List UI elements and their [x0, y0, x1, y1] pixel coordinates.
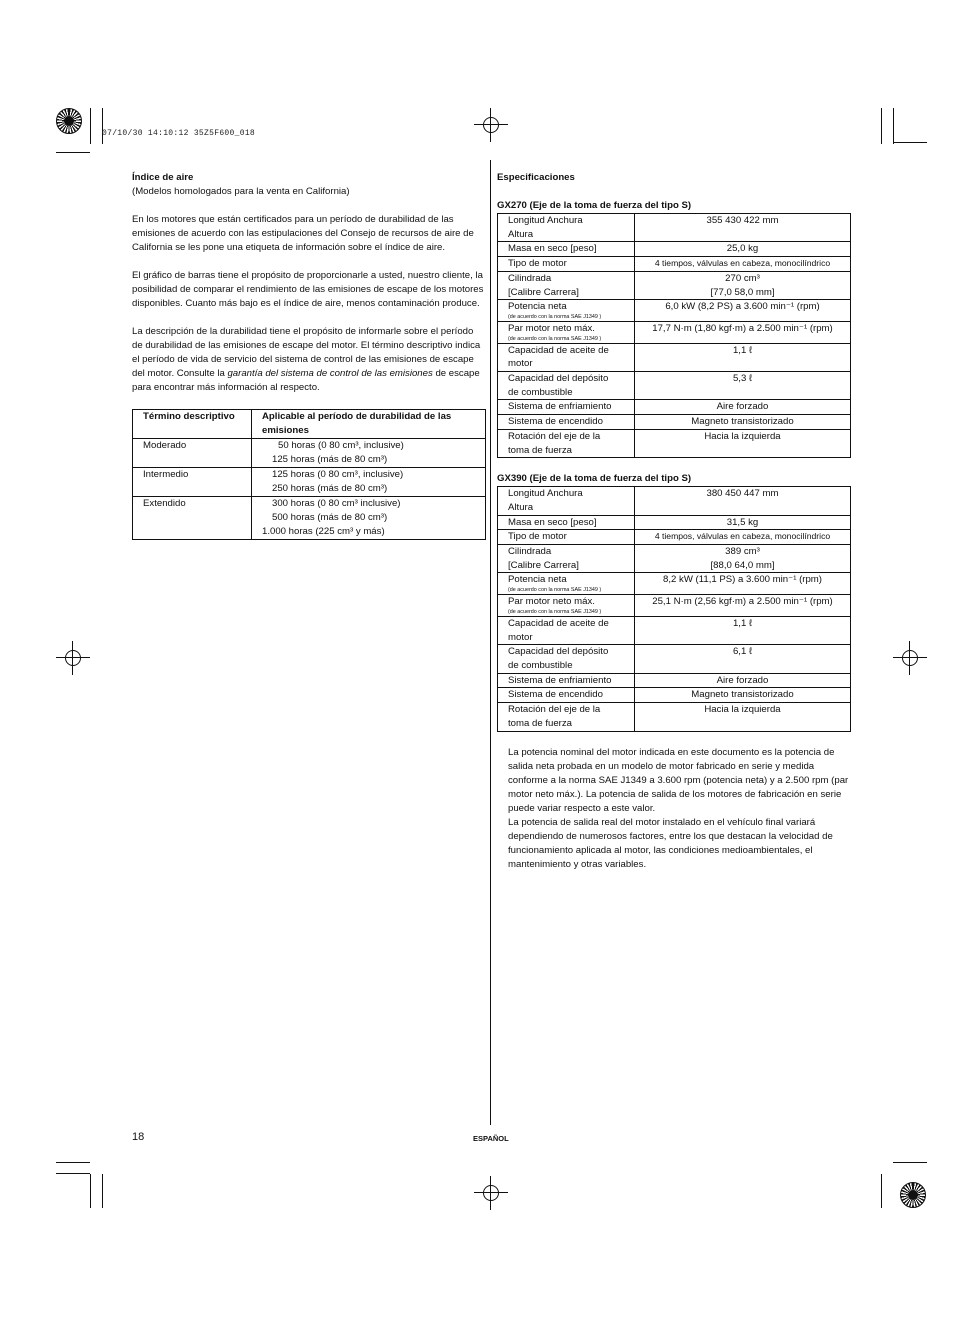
spec-row-oil-capacity: Capacidad de aceite de motor 1,1 ℓ: [498, 616, 851, 644]
crop-mark: [56, 1162, 90, 1163]
column-divider: [490, 160, 491, 1125]
gx270-title: GX270 (Eje de la toma de fuerza del tipo S): [497, 200, 692, 211]
spec-row-cooling: Sistema de enfriamiento Aire forzado: [498, 673, 851, 688]
crop-mark: [90, 108, 91, 144]
gx270-spec-table: [497, 213, 851, 458]
registration-target-bottom-right: [900, 1182, 926, 1208]
spec-row-dimensions: Longitud Anchura Altura 355 430 422 mm: [498, 214, 851, 242]
gx390-spec-table: [497, 486, 851, 731]
right-column: [497, 171, 851, 872]
crosshair-mark-top: [474, 108, 508, 142]
term-cell: Extendido: [133, 497, 252, 540]
spec-row-fuel-capacity: Capacidad del depósito de combustible 6,1 ℓ: [498, 645, 851, 673]
spec-row-engine-type: Tipo de motor 4 tiempos, válvulas en cabeza, monocilíndrico: [498, 530, 851, 545]
header-period: Aplicable al período de durabilidad de las emisiones: [252, 410, 486, 439]
crop-mark: [56, 152, 90, 153]
crop-mark: [893, 108, 894, 144]
section-subtitle: (Modelos homologados para la venta en California): [132, 186, 350, 197]
durability-table: [132, 409, 486, 540]
spec-row-rotation: Rotación del eje de la toma de fuerza Hacia la izquierda: [498, 703, 851, 731]
period-cell: 300 horas (0 80 cm³ inclusive) 500 horas (más de 80 cm³) 1.000 horas (225 cm³ y más): [252, 497, 486, 540]
table-row: [133, 468, 486, 497]
crop-mark: [56, 1173, 90, 1174]
left-column: [132, 171, 484, 540]
period-cell: 50 horas (0 80 cm³, inclusive) 125 horas (más de 80 cm³): [252, 439, 486, 468]
crop-mark: [881, 1174, 882, 1208]
crop-mark: [102, 1174, 103, 1208]
spec-row-dimensions: Longitud Anchura Altura 380 450 447 mm: [498, 487, 851, 515]
paragraph: En los motores que están certificados para un período de durabilidad de las emisiones de acuerdo con las estipulaciones del Consejo de recursos de aire de California se les pone una etiqueta de información sobre el índice de aire.: [132, 214, 474, 253]
spec-row-mass: Masa en seco [peso] 25,0 kg: [498, 242, 851, 257]
spec-row-net-power: Potencia neta (de acuerdo con la norma SAE J1349 ) 8,2 kW (11,1 PS) a 3.600 min⁻¹ (rpm): [498, 573, 851, 595]
period-cell: 125 horas (0 80 cm³, inclusive) 250 horas (más de 80 cm³): [252, 468, 486, 497]
crosshair-mark-left: [56, 641, 90, 675]
term-cell: Moderado: [133, 439, 252, 468]
warranty-reference: garantía del sistema de control de las emisiones: [227, 368, 433, 379]
spec-row-fuel-capacity: Capacidad del depósito de combustible 5,3 ℓ: [498, 372, 851, 400]
spec-row-displacement: Cilindrada [Calibre Carrera] 389 cm³ [88,0 64,0 mm]: [498, 545, 851, 573]
power-note-paragraph: La potencia nominal del motor indicada en este documento es la potencia de salida neta probada en un modelo de motor fabricado en serie y medida conforme a la norma SAE J1349 a 3.600 rpm (potencia neta) y a 2.500 rpm (par motor neto máx.). La potencia de salida de los motores de fabricación en serie puede variar respecto a este valor.: [508, 746, 849, 814]
language-label: ESPAÑOL: [473, 1134, 509, 1143]
crosshair-mark-right: [893, 641, 927, 675]
paragraph: La descripción de la durabilidad tiene el propósito de informarle sobre el período de durabilidad de las emisiones de escape del motor. El término descriptivo indica el período de vida de servicio del sistema de control de las emisiones de escape del motor. Consulte la garantía del sistema de control de las emisiones de escape para encontrar más información al respecto.: [132, 326, 481, 393]
power-note-paragraph: La potencia de salida real del motor instalado en el vehículo final variará dependiendo de numerosos factores, entre los que destacan la velocidad de funcionamiento aplicada al motor, las condiciones medioambientales, el mantenimiento y otras variables.: [508, 816, 833, 870]
spec-row-oil-capacity: Capacidad de aceite de motor 1,1 ℓ: [498, 343, 851, 371]
print-stamp: 07/10/30 14:10:12 35Z5F600_018: [102, 129, 256, 138]
table-header-row: [133, 410, 486, 439]
spec-row-torque: Par motor neto máx. (de acuerdo con la norma SAE J1349 ) 25,1 N·m (2,56 kgf·m) a 2.500 min⁻¹ (rpm): [498, 595, 851, 617]
spec-row-displacement: Cilindrada [Calibre Carrera] 270 cm³ [77,0 58,0 mm]: [498, 271, 851, 299]
spec-row-net-power: Potencia neta (de acuerdo con la norma SAE J1349 ) 6,0 kW (8,2 PS) a 3.600 min⁻¹ (rpm): [498, 300, 851, 322]
registration-target-top-left: [56, 108, 82, 134]
table-row: [133, 439, 486, 468]
section-title: Índice de aire: [132, 172, 194, 183]
crop-mark: [881, 108, 882, 144]
term-cell: Intermedio: [133, 468, 252, 497]
paragraph: El gráfico de barras tiene el propósito de proporcionarle a usted, nuestro cliente, la posibilidad de comparar el rendimiento de las emisiones de escape de los motores disponibles. Cuanto más bajo es el índice de aire, menos contaminación produce.: [132, 270, 484, 309]
gx390-title: GX390 (Eje de la toma de fuerza del tipo S): [497, 473, 692, 485]
table-row: [133, 497, 486, 540]
spec-row-torque: Par motor neto máx. (de acuerdo con la norma SAE J1349 ) 17,7 N·m (1,80 kgf·m) a 2.500 min⁻¹ (rpm): [498, 321, 851, 343]
page-number: 18: [132, 1131, 145, 1143]
spec-row-ignition: Sistema de encendido Magneto transistorizado: [498, 415, 851, 430]
specs-title: Especificaciones: [497, 172, 575, 183]
crosshair-mark-bottom: [474, 1176, 508, 1210]
crop-mark: [90, 1174, 91, 1208]
spec-row-mass: Masa en seco [peso] 31,5 kg: [498, 515, 851, 530]
header-term: Término descriptivo: [133, 410, 252, 439]
spec-row-rotation: Rotación del eje de la toma de fuerza Hacia la izquierda: [498, 429, 851, 457]
spec-row-ignition: Sistema de encendido Magneto transistorizado: [498, 688, 851, 703]
crop-mark: [893, 1162, 927, 1163]
crop-mark: [893, 142, 927, 143]
spec-row-cooling: Sistema de enfriamiento Aire forzado: [498, 400, 851, 415]
spec-row-engine-type: Tipo de motor 4 tiempos, válvulas en cabeza, monocilíndrico: [498, 257, 851, 272]
crop-mark: [102, 108, 103, 144]
